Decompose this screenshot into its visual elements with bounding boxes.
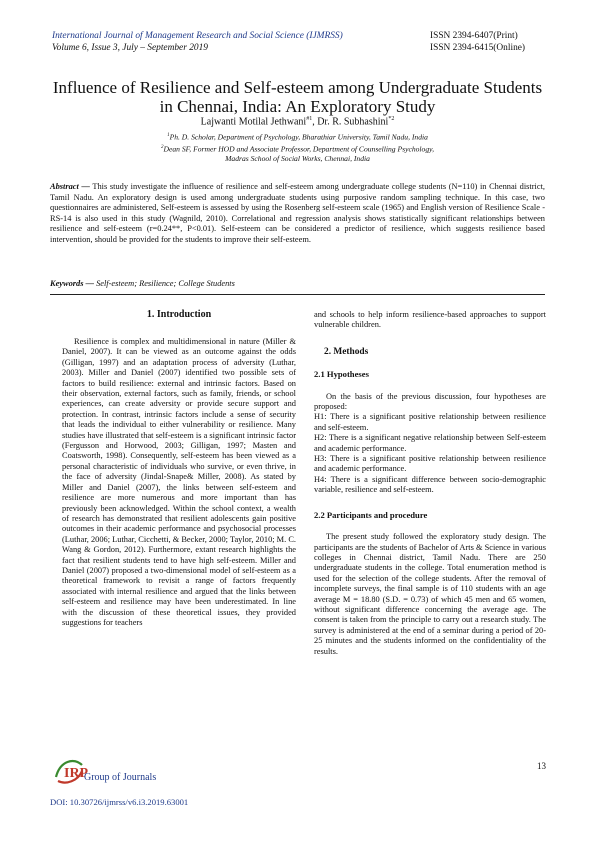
keywords-text: Self-esteem; Resilience; College Students bbox=[96, 279, 235, 288]
keywords bbox=[50, 279, 545, 288]
page-number: 13 bbox=[537, 761, 546, 771]
author-1: Lajwanti Motilal Jethwani bbox=[200, 116, 307, 128]
keywords-label: Keywords — bbox=[50, 279, 94, 288]
logo-text: Group of Journals bbox=[84, 772, 157, 783]
journal-header bbox=[52, 31, 343, 54]
author-2-mark: *2 bbox=[388, 116, 395, 122]
journal-name: International Journal of Management Research and Social Science (IJMRSS) bbox=[52, 31, 343, 41]
svg-text:IRP: IRP bbox=[64, 766, 89, 781]
author-2: , Dr. R. Subhashini bbox=[312, 116, 389, 128]
abstract bbox=[50, 182, 545, 246]
hypotheses-intro: On the basis of the previous discussion, four hypotheses are proposed: bbox=[314, 391, 546, 412]
affiliations bbox=[60, 131, 535, 164]
subsection-heading-participants: 2.2 Participants and procedure bbox=[314, 509, 428, 520]
affil-line-3: Madras School of Social Works, Chennai, India bbox=[225, 154, 370, 164]
title-line-1: Influence of Resilience and Self-esteem among Undergraduate Students bbox=[52, 78, 543, 97]
issn-block bbox=[430, 31, 525, 54]
participants-paragraph: The present study followed the exploratory study design. The participants are the students of Bachelor of Arts & Science in various colleges in Chennai district, Tamil Nadu. There are 250 undergraduate students in the college. Total enumeration method is used for the selection of the college students. After the removal of incomplete surveys, the final sample is of 110 students with an age average M = 18.80 (S.D. = 0.73) of which 45 men and 65 women, without significant difference concerning the average age. The consent is taken from the principle to carry out a research study. The survey is administered at the end of a seminar during a period of 20-25 minutes and the students informed on the confidentiality of the results. bbox=[314, 532, 546, 656]
affil-line-2: Dean SF, Former HOD and Associate Professor, Department of Counselling Psychology, bbox=[163, 144, 434, 154]
section-heading-methods: 2. Methods bbox=[324, 346, 369, 357]
affil-1-mark: 1 bbox=[167, 133, 170, 138]
title-line-2: in Chennai, India: An Exploratory Study bbox=[159, 97, 436, 116]
section-heading-introduction: 1. Introduction bbox=[146, 309, 212, 320]
affil-2-mark: 2 bbox=[161, 144, 164, 150]
author-1-mark: #1 bbox=[306, 116, 313, 122]
affil-line-1: Ph. D. Scholar, Department of Psychology, Bharathiar University, Tamil Nadu, India bbox=[169, 132, 428, 142]
intro-paragraph: Resilience is complex and multidimensional in nature (Miller & Daniel, 2007). It can be viewed as an outcome against the odds (Gilligan, 1997) and an adaptation process of adversity (Luthar, 2003). Miller and Daniel (2007) identified two possible sets of factors to build resilience: external and intrinsic factors. Based on their observation, external factors, such as family, friends, or school experiences, can create adversity or provide secure support and protection. In contrast, intrinsic factors include a sense of security that leads the individual to either vulnerability or resilience. Many studies have illustrated that self-esteem is a significant intrinsic factor (Fergusson and Horwood, 2003; Gilligan, 1997; Masten and Coatsworth, 1998). Consequently, self-esteem has been viewed as a personal characteristic of individuals who survive, or even thrive, in the face of adversity (Jindal-Snape& Miller, 2008). As stated by Miller and Daniel (2007), the links between self-esteem and resilience are more numerous and more important than has previously been acknowledged. Within the school context, a wealth of research has demonstrated that resilient adolescents gain positive outcomes in their academic performance and psychosocial processes (Luthar, 2006; Luthar, Cicchetti, & Becker, 2000; Taylor, 2010; M. C. Wang & Gordon, 2012). Furthermore, extant research highlights the fact that resilient students tend to have high self-esteem. Miller and Daniel (2007) proposed a two-dimensional model of self-esteem as a theoretical framework to revisit a range of factors frequently associated with internal resilience and argued that the links between self-esteem and resilience may have been underestimated. In line with the discussion of these theoretical issues, they provided suggestions for teachers bbox=[62, 337, 296, 627]
divider bbox=[50, 294, 545, 295]
journal-volume: Volume 6, Issue 3, July – September 2019 bbox=[52, 42, 208, 53]
hypothesis-2: H2: There is a significant negative relationship between Self-esteem and academic performance. bbox=[314, 433, 546, 453]
issn-online: ISSN 2394-6415(Online) bbox=[430, 42, 526, 53]
intro-paragraph-continued: and schools to help inform resilience-based approaches to support vulnerable children. bbox=[314, 310, 546, 330]
issn-print: ISSN 2394-6407(Print) bbox=[430, 31, 518, 41]
abstract-label: Abstract — bbox=[50, 182, 90, 191]
hypothesis-1: H1: There is a significant positive relationship between resilience and self-esteem. bbox=[314, 412, 546, 432]
subsection-heading-hypotheses: 2.1 Hypotheses bbox=[314, 369, 369, 380]
paper-title bbox=[40, 78, 555, 116]
hypothesis-3: H3: There is a significant positive relationship between resilience and academic performance. bbox=[314, 454, 546, 474]
doi-link[interactable]: DOI: 10.30726/ijmrss/v6.i3.2019.63001 bbox=[50, 797, 189, 807]
left-column bbox=[62, 337, 296, 628]
authors bbox=[40, 116, 555, 127]
hypothesis-4: H4: There is a significant difference between socio-demographic variable, resilience and self-esteem. bbox=[314, 474, 546, 495]
abstract-text: This study investigate the influence of resilience and self-esteem among undergraduate college students (N=110) in Chennai district, Tamil Nadu. An exploratory design is used among undergraduate students using purposive random sampling technique. In this case, two questionnaires are administered, Self-esteem is assessed by using the Rosenberg self-esteem scale (1965) and English version of Resilience Scale - RS-14 is also used in this study (Wagnild, 2010). Correlational and regression analysis shows statistically significant relationships between resilience and self-esteem (r=0.24**, P<0.01). Self-esteem can be considered a predictor of resilience, which suggests resilience based intervention, should be provided for the students to improve their self-esteem. bbox=[50, 182, 545, 244]
right-column bbox=[314, 310, 546, 657]
